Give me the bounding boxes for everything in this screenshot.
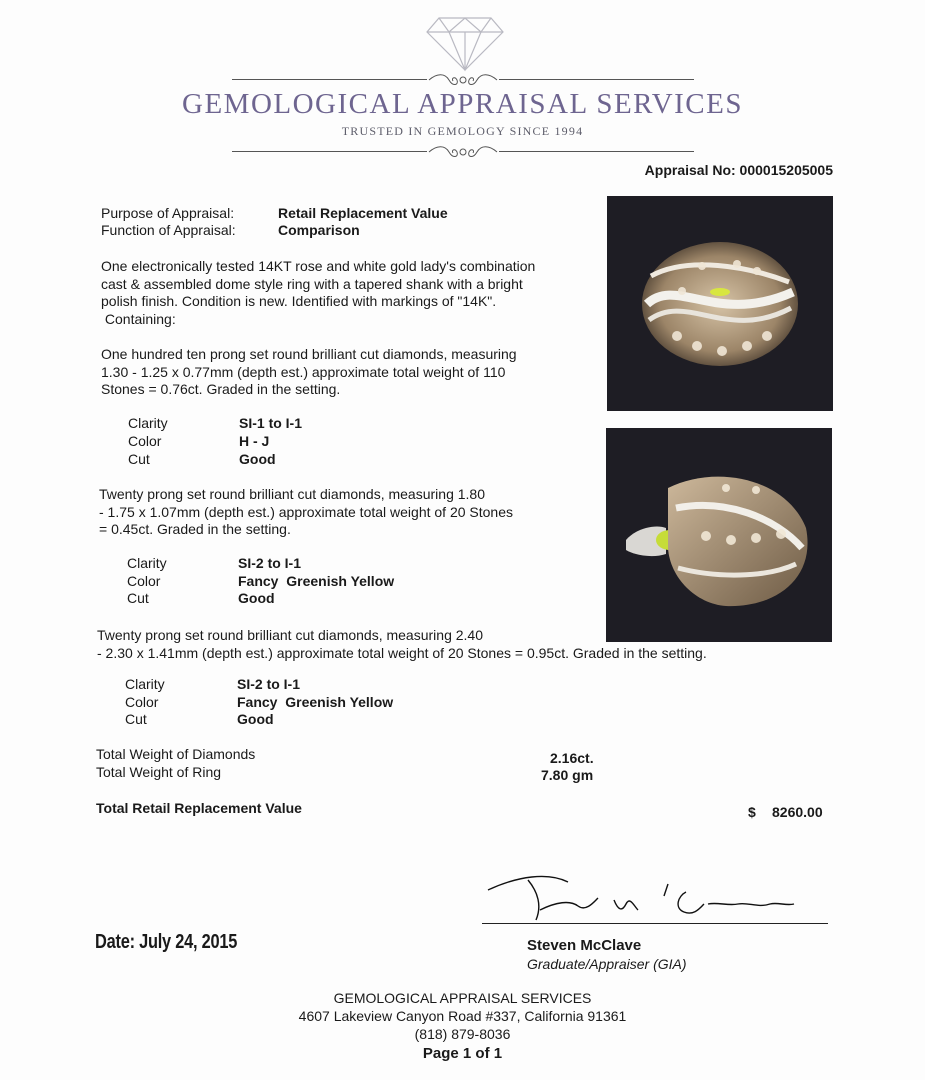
color-label: Color [127,573,161,589]
company-name: GEMOLOGICAL APPRAISAL SERVICES [182,88,743,120]
flourish-icon [427,143,499,161]
diamond-icon [425,14,505,72]
appraisal-number: Appraisal No: 000015205005 [644,162,833,178]
color-value: H - J [239,433,270,449]
appraiser-name: Steven McClave [527,937,642,954]
ring-photo-side [606,428,832,642]
ring-description [101,258,535,328]
purpose-value: Retail Replacement Value [278,205,448,221]
cut-label: Cut [128,451,150,467]
function-label: Function of Appraisal: [101,222,236,238]
clarity-value: SI-1 to I-1 [239,415,303,431]
total-retail-value: 8260.00 [772,804,823,820]
ring-side-view-icon [606,428,832,642]
clarity-label: Clarity [128,415,168,431]
header-rule-top-right [499,79,694,80]
footer-company: GEMOLOGICAL APPRAISAL SERVICES [333,990,592,1006]
color-value: Fancy Greenish Yellow [238,573,395,589]
clarity-label: Clarity [127,555,167,571]
clarity-value: SI-2 to I-1 [237,676,301,692]
stone-group-1-description [101,346,517,399]
description-line: Containing: [101,310,176,327]
color-label: Color [128,433,162,449]
header-rule-bottom [232,151,427,152]
ring-photo-top [607,196,833,411]
currency-symbol: $ [748,804,756,820]
stone-line: Twenty prong set round brilliant cut diamonds, measuring 1.80 [99,486,485,502]
appraiser-title: Graduate/Appraiser (GIA) [527,956,687,972]
signature-line [482,923,828,924]
color-value: Fancy Greenish Yellow [237,694,394,710]
page-number: Page 1 of 1 [422,1045,503,1062]
stone-line: = 0.45ct. Graded in the setting. [99,521,291,537]
ring-top-view-icon [607,196,833,411]
total-diamonds-value: 2.16ct. [550,750,594,766]
total-ring-value: 7.80 gm [541,767,594,783]
purpose-label: Purpose of Appraisal: [101,205,235,221]
description-line: cast & assembled dome style ring with a tapered shank with a bright [101,275,523,292]
footer-address: 4607 Lakeview Canyon Road #337, California 91361 [298,1008,627,1024]
function-value: Comparison [278,222,360,238]
appraisal-date: Date: July 24, 2015 [95,931,238,953]
cut-label: Cut [125,711,147,727]
company-tagline: TRUSTED IN GEMOLOGY SINCE 1994 [341,124,584,138]
color-label: Color [125,694,159,710]
stone-line: Stones = 0.76ct. Graded in the setting. [101,381,341,397]
flourish-icon [427,71,499,89]
description-line: One electronically tested 14KT rose and white gold lady's combination [101,258,536,274]
stone-line: One hundred ten prong set round brilliant cut diamonds, measuring [101,346,517,362]
header-rule-bottom-right [499,151,694,152]
total-diamonds-label: Total Weight of Diamonds [96,746,256,762]
signature [478,862,838,932]
stone-line: Twenty prong set round brilliant cut diamonds, measuring 2.40 [97,627,483,643]
cut-label: Cut [127,590,149,606]
stone-line: - 2.30 x 1.41mm (depth est.) approximate total weight of 20 Stones = 0.95ct. Graded in the setting. [97,644,707,661]
stone-group-2-description [99,486,513,539]
description-line: polish finish. Condition is new. Identified with markings of "14K". [101,293,497,309]
stone-line: 1.30 - 1.25 x 0.77mm (depth est.) approximate total weight of 110 [101,363,506,380]
footer-phone: (818) 879-8036 [414,1026,511,1042]
total-retail-label: Total Retail Replacement Value [96,800,302,816]
cut-value: Good [237,711,274,727]
stone-line: - 1.75 x 1.07mm (depth est.) approximate total weight of 20 Stones [99,503,513,520]
header-rule-top [232,79,427,80]
clarity-value: SI-2 to I-1 [238,555,302,571]
cut-value: Good [239,451,276,467]
clarity-label: Clarity [125,676,165,692]
cut-value: Good [238,590,275,606]
total-ring-label: Total Weight of Ring [96,764,222,780]
